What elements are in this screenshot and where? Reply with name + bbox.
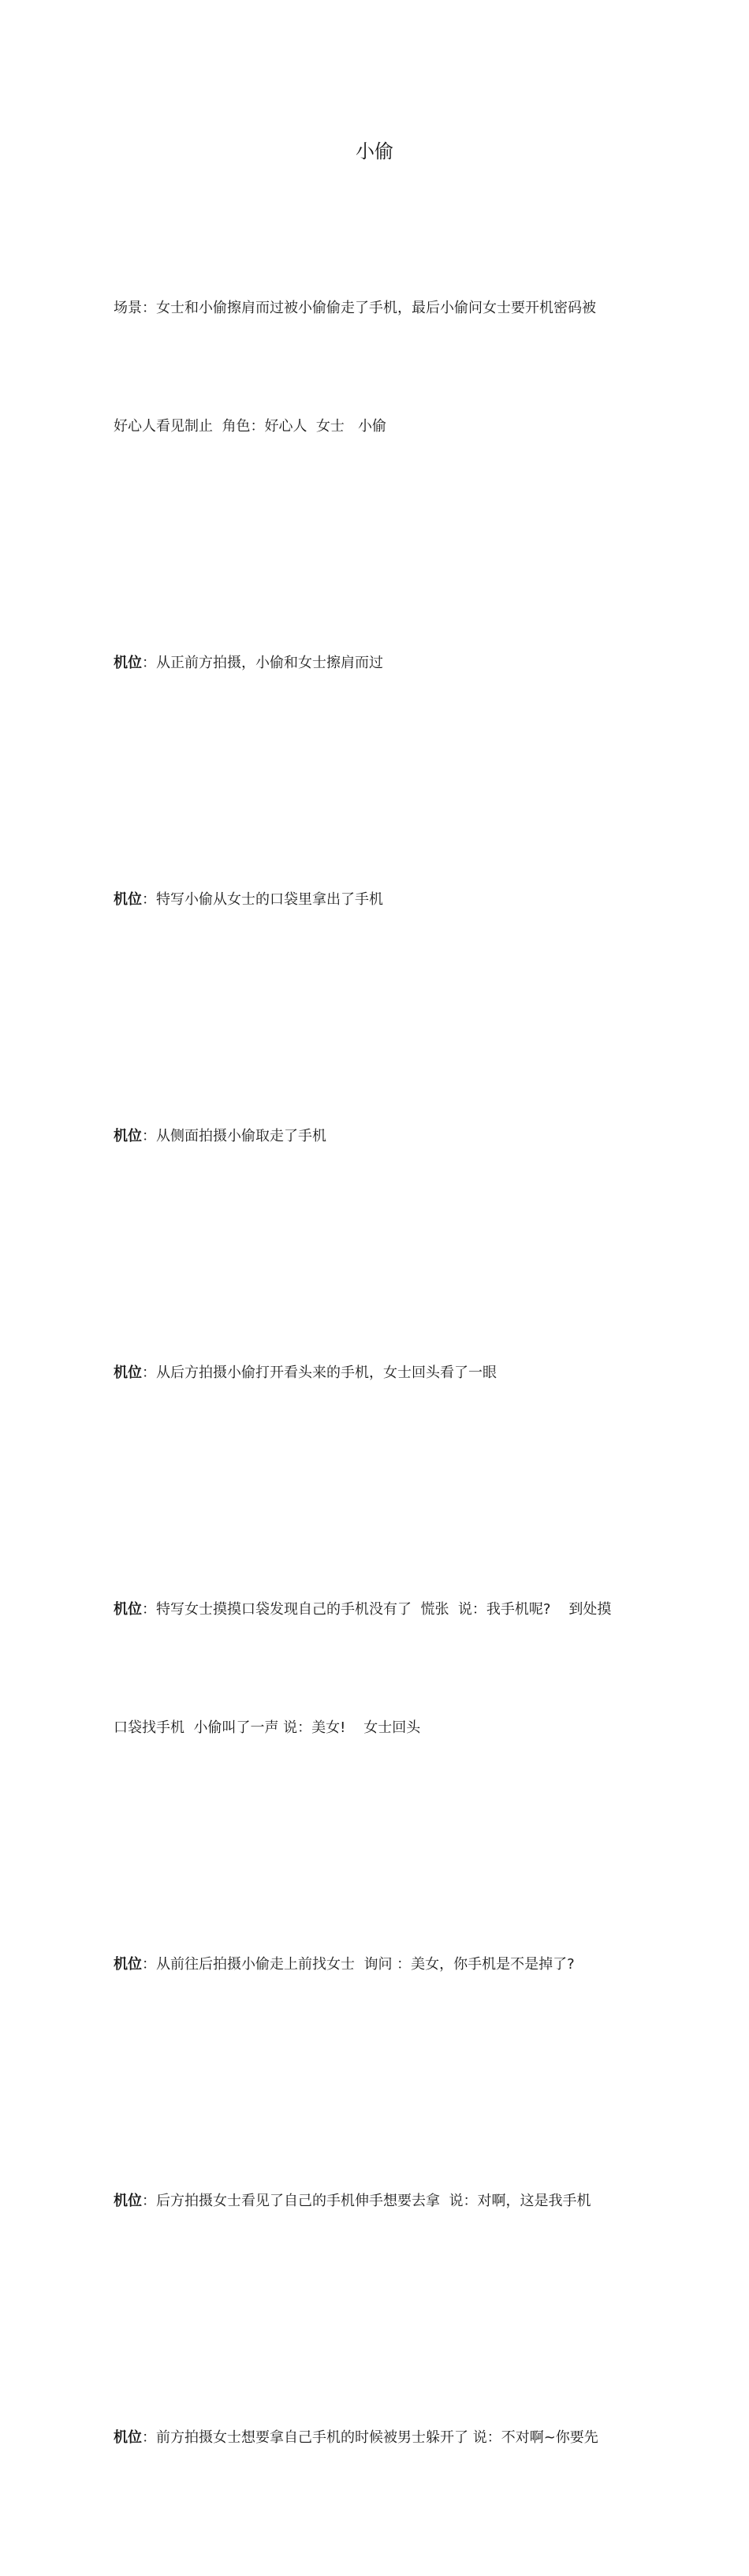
scene-paragraph xyxy=(114,210,642,525)
shot-text-continued: 口袋找手机 小偷叫了一声 说：美女! 女士回头 xyxy=(114,1719,421,1736)
document-body xyxy=(114,210,642,2576)
shot-label: 机位 xyxy=(114,1956,142,1973)
shot-paragraph xyxy=(114,565,642,762)
scene-line: 好心人看见制止 角色：好心人 女士 小偷 xyxy=(114,418,387,435)
shot-label: 机位 xyxy=(114,655,142,671)
scene-line: 场景：女士和小偷擦肩而过被小偷偷走了手机，最后小偷问女士要开机密码被 xyxy=(114,300,596,316)
shot-label: 机位 xyxy=(114,891,142,908)
shot-text: ：从前往后拍摄小偷走上前找女士 询问 ：美女，你手机是不是掉了? xyxy=(142,1956,575,1973)
shot-paragraph xyxy=(114,1866,642,2063)
shot-paragraph xyxy=(114,801,642,999)
shot-paragraph xyxy=(114,2103,642,2300)
shot-text: ：从侧面拍摄小偷取走了手机 xyxy=(142,1128,326,1144)
document-title: 小偷 xyxy=(356,140,393,162)
shot-paragraph xyxy=(114,1511,642,1827)
shot-text: ：前方拍摄女士想要拿自己手机的时候被男士躲开了 说：不对啊~你要先 xyxy=(142,2429,598,2446)
shot-text: ：后方拍摄女士看见了自己的手机伸手想要去拿 说：对啊，这是我手机 xyxy=(142,2193,591,2209)
shot-paragraph xyxy=(114,1275,642,1472)
shot-label: 机位 xyxy=(114,1128,142,1144)
shot-text: ：从后方拍摄小偷打开看头来的手机，女士回头看了一眼 xyxy=(142,1365,497,1381)
shot-text: ：特写女士摸摸口袋发现自己的手机没有了 慌张 说：我手机呢? 到处摸 xyxy=(142,1601,612,1618)
shot-label: 机位 xyxy=(114,2193,142,2209)
shot-label: 机位 xyxy=(114,2429,142,2446)
shot-label: 机位 xyxy=(114,1601,142,1618)
shot-paragraph xyxy=(114,2339,642,2537)
shot-text: ：特写小偷从女士的口袋里拿出了手机 xyxy=(142,891,383,908)
shot-label: 机位 xyxy=(114,1365,142,1381)
shot-paragraph xyxy=(114,1038,642,1235)
shot-text: ：从正前方拍摄，小偷和女士擦肩而过 xyxy=(142,655,383,671)
